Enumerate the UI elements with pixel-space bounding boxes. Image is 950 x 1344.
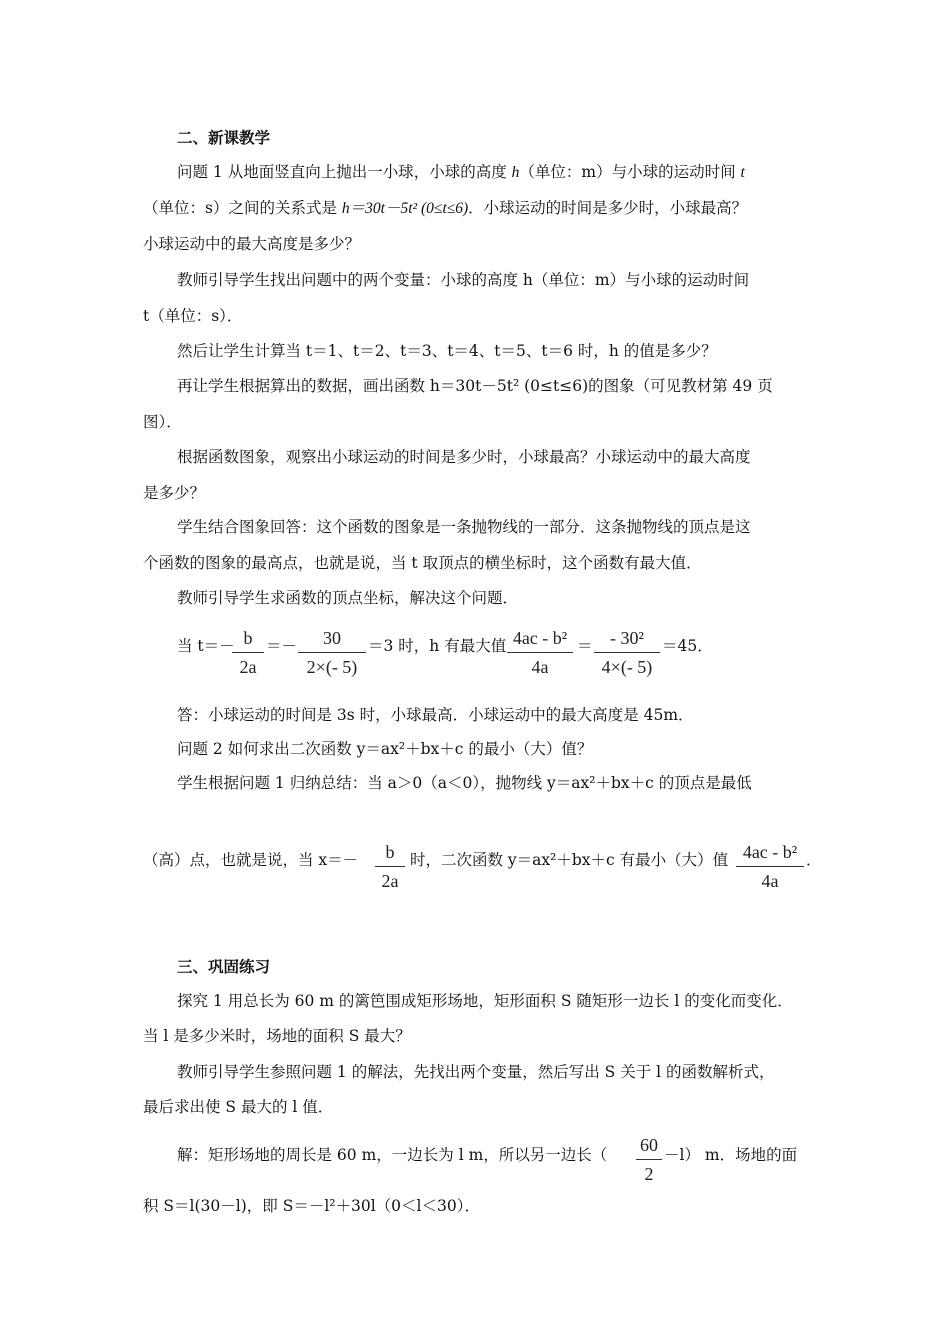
paragraph-teacher-guide-line-1: 教师引导学生找出问题中的两个变量：小球的高度 h（单位：m）与小球的运动时间	[177, 271, 750, 289]
question-1-line-3: 小球运动中的最大高度是多少？	[143, 235, 361, 253]
fraction-30-over-2x-5: 30 2×(- 5)	[298, 626, 366, 679]
fraction-extreme-value: 4ac - b² 4a	[736, 840, 804, 893]
fraction-discriminant-over-4a: 4ac - b² 4a	[507, 626, 573, 679]
paragraph-vertex-coordinate: 教师引导学生求函数的顶点坐标，解决这个问题．	[177, 589, 519, 607]
exploration-1-line-2: 当 l 是多少米时，场地的面积 S 最大？	[143, 1027, 411, 1045]
section-heading-new-lesson: 二、新课教学	[177, 128, 271, 147]
paragraph-summary-line-1: 学生根据问题 1 归纳总结：当 a＞0（a＜0），抛物线 y＝ax²＋bx＋c 的顶点是最低	[177, 774, 752, 792]
section-heading-practice: 三、巩固练习	[177, 957, 271, 976]
fraction-b-over-2a-general: b 2a	[375, 840, 405, 893]
paragraph-draw-graph-line-2: 图）．	[143, 413, 182, 431]
paragraph-teacher-method-line-2: 最后求出使 S 最大的 l 值．	[143, 1098, 334, 1116]
paragraph-observe-graph-line-2: 是多少？	[143, 484, 206, 502]
paragraph-teacher-method-line-1: 教师引导学生参照问题 1 的解法，先找出两个变量，然后写出 S 关于 l 的函数解析式，	[177, 1063, 775, 1081]
paragraph-observe-graph-line-1: 根据函数图象，观察出小球运动的时间是多少时，小球最高？小球运动中的最大高度	[177, 448, 751, 466]
paragraph-teacher-guide-line-2: t（单位：s）．	[143, 307, 243, 325]
paragraph-draw-graph-line-1: 再让学生根据算出的数据，画出函数 h＝30t－5t² (0≤t≤6)的图象（可见教材第 49 页	[177, 377, 773, 395]
question-1-line-2: （单位：s）之间的关系式是 h＝30t－5t² (0≤t≤6)．小球运动的时间是多少时，小球最高？	[143, 199, 748, 217]
answer-question-1: 答：小球运动的时间是 3s 时，小球最高．小球运动中的最大高度是 45m．	[177, 706, 694, 724]
exploration-1-line-1: 探究 1 用总长为 60 m 的篱笆围成矩形场地，矩形面积 S 随矩形一边长 l 的变化而变化．	[177, 992, 793, 1010]
question-2: 问题 2 如何求出二次函数 y＝ax²＋bx＋c 的最小（大）值？	[177, 740, 593, 758]
question-1-line-1: 问题 1 从地面竖直向上抛出一小球，小球的高度 h（单位：m）与小球的运动时间 t	[177, 163, 745, 181]
fraction-b-over-2a: b 2a	[232, 626, 264, 679]
paragraph-student-answer-line-1: 学生结合图象回答：这个函数的图象是一条抛物线的一部分．这条抛物线的顶点是这	[177, 518, 751, 536]
solution-line-2: 积 S＝l(30－l)，即 S＝－l²＋30l（0＜l＜30）．	[143, 1197, 480, 1215]
document-page: 二、新课教学 问题 1 从地面竖直向上抛出一小球，小球的高度 h（单位：m）与小球的运动时间 t （单位：s）之间的关系式是 h＝30t－5t² (0≤t≤6)．小球运动的时间是多少时，小球最高？ 小球运动中的最大高度是多少？ 教师引导学生找出问题中的两个变量：小球的高度 h（单位：m）与小球的运动时间 t（单位：s）． 然后让学生计算当 t＝1、t＝2、t＝3、t＝4、t＝5、t＝6 时，h 的值是多少？ 再让学生根据算出的数据，画出函数 h＝30t－5t² (0≤t≤6)的图象（可见教材第 49 页 图）． 根据函数图象，观察出小球运动的时间是多少时，小球最高？小球运动中的最大高度 是多少？ 学生结合图象回答：这个函数的图象是一条抛物线的一部分．这条抛物线的顶点是这 个函数的图象的最高点，也就是说，当 t 取顶点的横坐标时，这个函数有最大值． 教师引导学生求函数的顶点坐标，解决这个问题． 当 t＝－ b 2a ＝－ 30 2×(- 5) ＝3 时，h 有最大值 4ac - b² 4a ＝ - 30² 4×(- 5) ＝45． 答：小球运动的时间是 3s 时，小球最高．小球运动中的最大高度是 45m． 问题 2 如何求出二次函数 y＝ax²＋bx＋c 的最小（大）值？ 学生根据问题 1 归纳总结：当 a＞0（a＜0），抛物线 y＝ax²＋bx＋c 的顶点是最低 （高）点，也就是说，当 x＝－ b 2a 时，二次函数 y＝ax²＋bx＋c 有最小（大）值 4ac - b² 4a ． 三、巩固练习 探究 1 用总长为 60 m 的篱笆围成矩形场地，矩形面积 S 随矩形一边长 l 的变化而变化． 当 l 是多少米时，场地的面积 S 最大？ 教师引导学生参照问题 1 的解法，先找出两个变量，然后写出 S 关于 l 的函数解析式， 最后求出使 S 最大的 l 值． 解：矩形场地的周长是 60 m，一边长为 l m，所以另一边长（ 60 2 －l） m．场地的面 积 S＝l(30－l)，即 S＝－l²＋30l（0＜l＜30）．	[143, 128, 822, 1215]
paragraph-compute-values: 然后让学生计算当 t＝1、t＝2、t＝3、t＝4、t＝5、t＝6 时，h 的值是多少？	[177, 342, 717, 360]
paragraph-student-answer-line-2: 个函数的图象的最高点，也就是说，当 t 取顶点的横坐标时，这个函数有最大值．	[143, 554, 702, 572]
fraction-60-over-2: 60 2	[636, 1133, 662, 1186]
fraction-neg30sq-over-4x-5: - 30² 4×(- 5)	[594, 626, 660, 679]
